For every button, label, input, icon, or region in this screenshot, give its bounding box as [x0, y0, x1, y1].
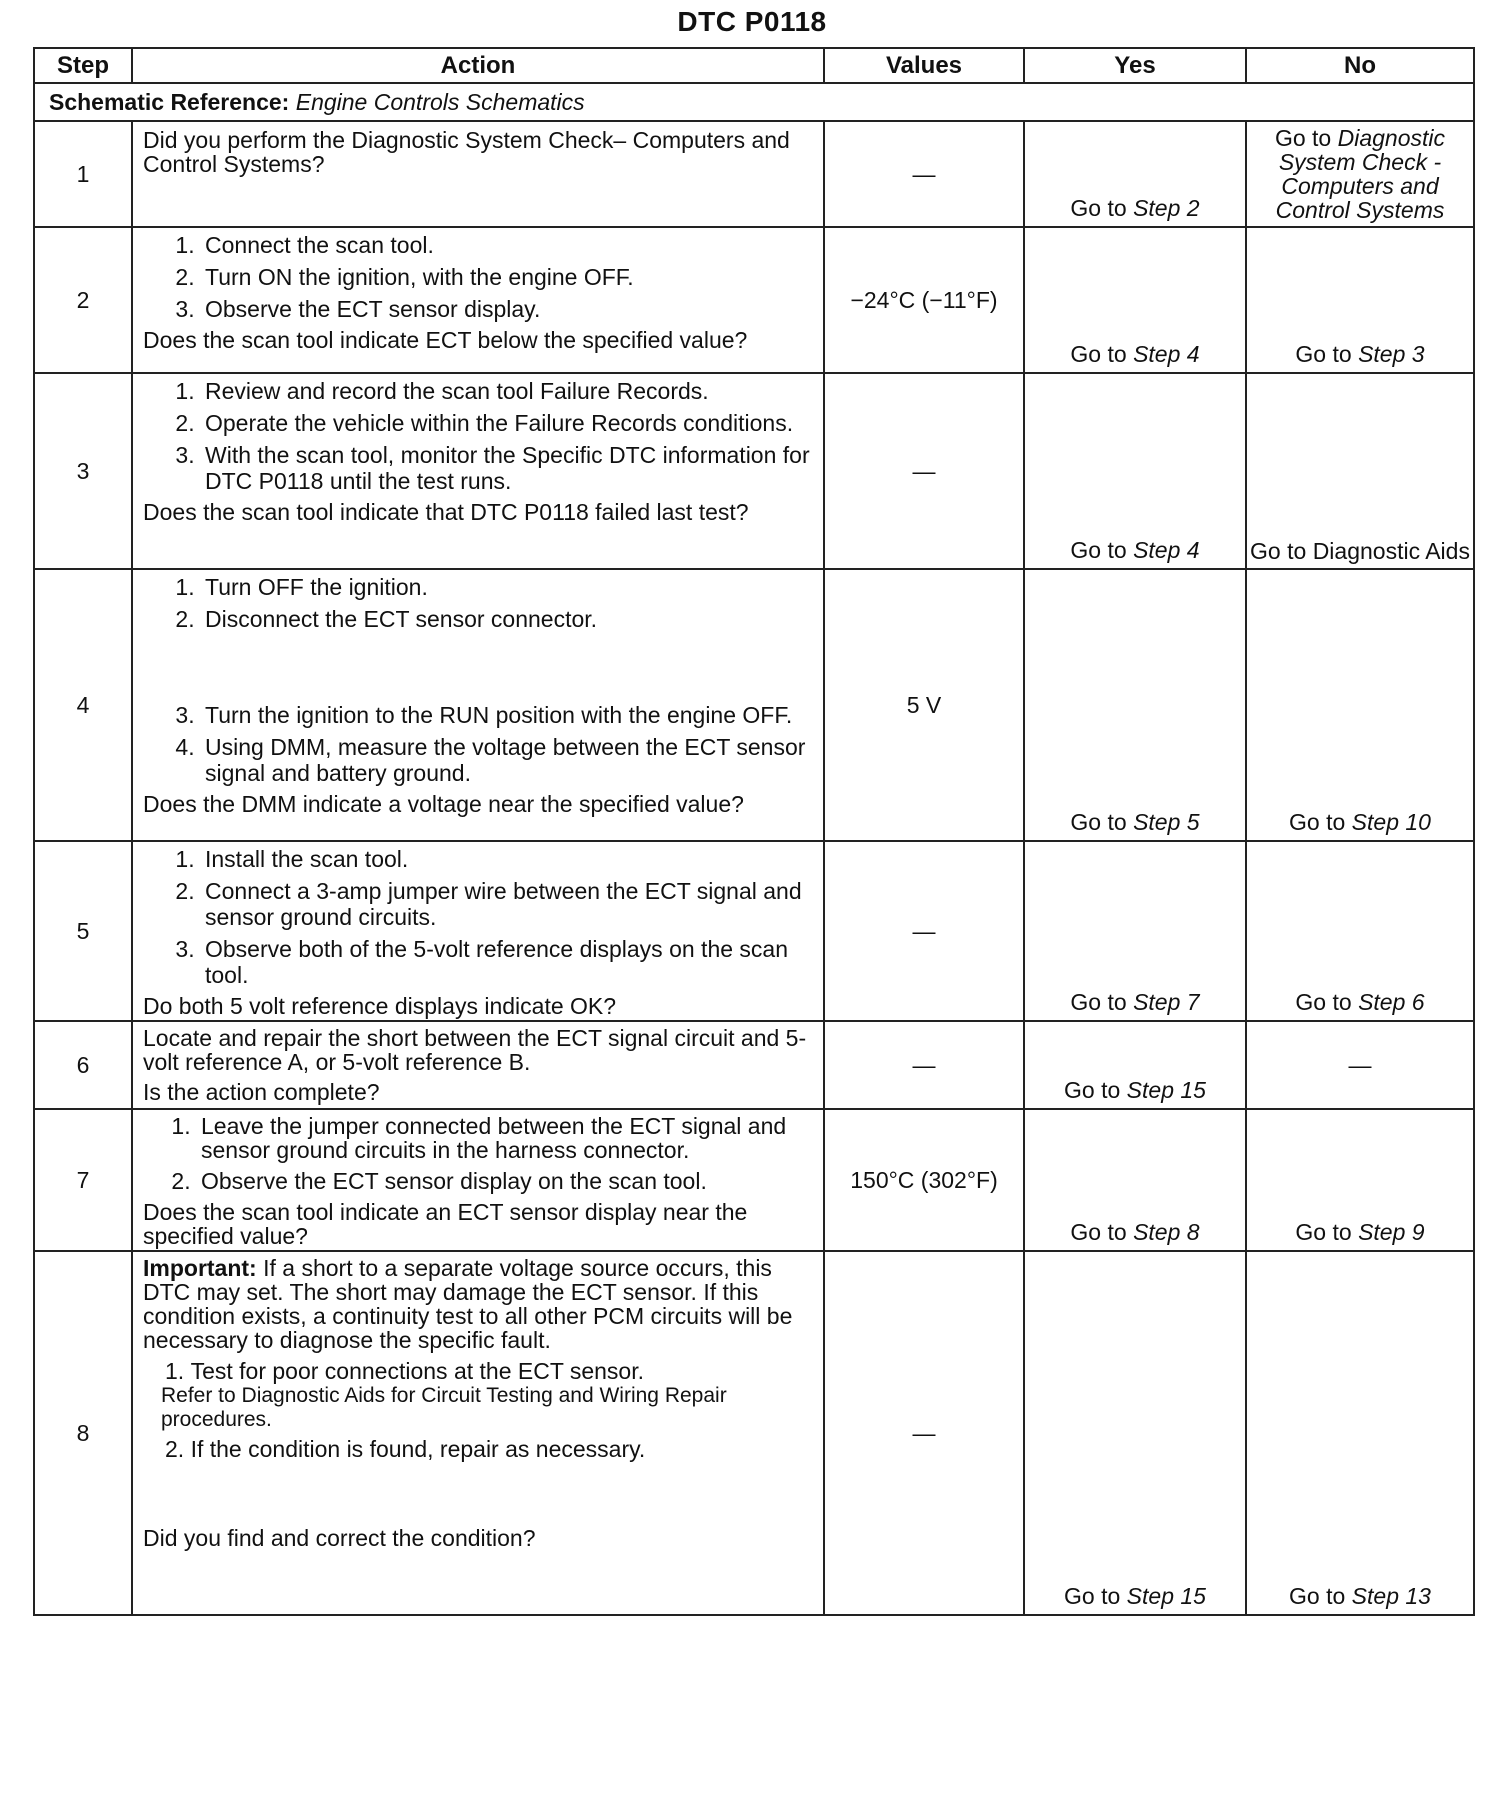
action-step-number: 1.	[165, 1358, 191, 1384]
yes-cell	[1024, 569, 1246, 841]
value-cell: —	[824, 841, 1024, 1021]
action-steps	[143, 232, 815, 322]
question-text: Does the scan tool indicate ECT below the specified value?	[143, 327, 748, 353]
no-step-link[interactable]: Step 10	[1351, 809, 1431, 835]
question-text: Does the scan tool indicate an ECT sensor display near the specified value?	[143, 1199, 748, 1249]
action-step: 3. Turn the ignition to the RUN position with the engine OFF.	[201, 702, 815, 728]
value-cell: —	[824, 121, 1024, 227]
table-row	[34, 373, 1474, 569]
schematic-reference-value: Engine Controls Schematics	[295, 88, 585, 115]
yes-step-link[interactable]: Step 8	[1133, 1219, 1200, 1245]
no-step-link[interactable]: Step 6	[1358, 989, 1425, 1015]
action-step: 1. Review and record the scan tool Failure Records.	[201, 378, 815, 404]
question-text: Is the action complete?	[143, 1079, 380, 1105]
no-diagnostic-aids-link[interactable]: Go to Diagnostic Aids	[1250, 538, 1470, 564]
table-row	[34, 121, 1474, 227]
step-number: 1	[34, 121, 132, 227]
value-cell: −24°C (−11°F)	[824, 227, 1024, 373]
yes-prefix: Go to	[1064, 1077, 1127, 1103]
value-cell: —	[824, 1251, 1024, 1615]
no-cell: —	[1246, 1021, 1474, 1109]
no-step-link[interactable]: Step 3	[1358, 341, 1425, 367]
no-cell	[1246, 1109, 1474, 1251]
no-cell	[1246, 1251, 1474, 1615]
value-cell: —	[824, 1021, 1024, 1109]
yes-cell	[1024, 1021, 1246, 1109]
page-title: DTC P0118	[677, 6, 827, 37]
action-cell	[132, 1109, 824, 1251]
table-row	[34, 227, 1474, 373]
yes-step-link[interactable]: Step 2	[1133, 195, 1200, 221]
yes-cell	[1024, 373, 1246, 569]
yes-cell	[1024, 227, 1246, 373]
table-row	[34, 1109, 1474, 1251]
yes-prefix: Go to	[1070, 989, 1134, 1015]
table-row	[34, 841, 1474, 1021]
action-step-note: Refer to Diagnostic Aids for Circuit Testing and Wiring Repair procedures.	[161, 1384, 727, 1431]
value-cell: 150°C (302°F)	[824, 1109, 1024, 1251]
yes-prefix: Go to	[1070, 1219, 1134, 1245]
diagnostic-table	[33, 47, 1475, 1616]
header-values: Values	[824, 48, 1024, 83]
value-cell: —	[824, 373, 1024, 569]
action-step: 1. Connect the scan tool.	[201, 232, 815, 258]
action-steps	[143, 378, 815, 494]
no-cell	[1246, 227, 1474, 373]
step-number: 8	[34, 1251, 132, 1615]
header-action: Action	[132, 48, 824, 83]
question-text: Do both 5 volt reference displays indicate OK?	[143, 993, 617, 1019]
table-row	[34, 1251, 1474, 1615]
question-text: Did you perform the Diagnostic System Check– Computers and Control Systems?	[143, 127, 790, 177]
important-label: Important:	[143, 1255, 257, 1281]
action-text: Locate and repair the short between the ECT signal circuit and 5-volt reference A, or 5-volt reference B.	[143, 1025, 807, 1075]
yes-step-link[interactable]: Step 4	[1133, 537, 1200, 563]
step-number: 2	[34, 227, 132, 373]
yes-step-link[interactable]: Step 7	[1133, 989, 1200, 1015]
table-row	[34, 1021, 1474, 1109]
step-number: 3	[34, 373, 132, 569]
important-note	[143, 1256, 815, 1352]
action-step: 2. Turn ON the ignition, with the engine OFF.	[201, 264, 815, 290]
step-number: 7	[34, 1109, 132, 1251]
step-number: 5	[34, 841, 132, 1021]
action-cell	[132, 569, 824, 841]
yes-prefix: Go to	[1070, 341, 1134, 367]
no-prefix: Go to	[1295, 341, 1359, 367]
no-cell	[1246, 121, 1474, 227]
yes-cell	[1024, 1109, 1246, 1251]
no-cell	[1246, 841, 1474, 1021]
action-step-number: 2.	[165, 1436, 191, 1462]
important-text: If a short to a separate voltage source occurs, this DTC may set. The short may damage the ECT sensor. If this condition exists, a continuity test to all other PCM circuits will be necessary to diagnose the specific fault.	[143, 1255, 793, 1353]
action-cell	[132, 841, 824, 1021]
no-cell	[1246, 373, 1474, 569]
yes-prefix: Go to	[1070, 537, 1134, 563]
action-step: 4. Using DMM, measure the voltage between the ECT sensor signal and battery ground.	[201, 734, 815, 786]
action-cell	[132, 227, 824, 373]
action-step: 3. Observe the ECT sensor display.	[201, 296, 815, 322]
yes-prefix: Go to	[1064, 1583, 1127, 1609]
yes-step-link[interactable]: Step 5	[1133, 809, 1200, 835]
action-step: 1. Turn OFF the ignition.	[201, 574, 815, 600]
schematic-reference-row	[34, 83, 1474, 121]
action-steps	[143, 846, 815, 988]
step-number: 4	[34, 569, 132, 841]
yes-step-link[interactable]: Step 4	[1133, 341, 1200, 367]
value-cell: 5 V	[824, 569, 1024, 841]
header-row	[34, 48, 1474, 83]
action-step: 1. Install the scan tool.	[201, 846, 815, 872]
no-step-link[interactable]: Step 9	[1358, 1219, 1425, 1245]
yes-step-link[interactable]: Step 15	[1126, 1583, 1206, 1609]
action-step	[143, 1358, 815, 1384]
action-steps	[143, 574, 815, 786]
action-cell	[132, 373, 824, 569]
action-cell	[132, 121, 824, 227]
action-steps	[143, 1114, 815, 1194]
yes-cell	[1024, 841, 1246, 1021]
yes-prefix: Go to	[1070, 195, 1134, 221]
schematic-reference-label: Schematic Reference:	[49, 88, 290, 115]
yes-step-link[interactable]: Step 15	[1126, 1077, 1206, 1103]
no-prefix: Go to	[1274, 125, 1338, 151]
action-step: 2. Connect a 3-amp jumper wire between the ECT signal and sensor ground circuits.	[201, 878, 815, 930]
action-step: 3. With the scan tool, monitor the Specific DTC information for DTC P0118 until the test runs.	[201, 442, 815, 494]
action-step: 2. Observe the ECT sensor display on the scan tool.	[197, 1168, 815, 1194]
yes-cell	[1024, 1251, 1246, 1615]
question-text: Does the DMM indicate a voltage near the specified value?	[143, 791, 744, 817]
yes-cell	[1024, 121, 1246, 227]
yes-prefix: Go to	[1070, 809, 1134, 835]
action-step: 3. Observe both of the 5-volt reference displays on the scan tool.	[201, 936, 815, 988]
schematic-reference	[34, 83, 1474, 121]
step-number: 6	[34, 1021, 132, 1109]
header-yes: Yes	[1024, 48, 1246, 83]
action-step	[143, 1436, 815, 1462]
no-step-link[interactable]: Step 13	[1351, 1583, 1431, 1609]
action-cell	[132, 1251, 824, 1615]
action-step: 2. Operate the vehicle within the Failure Records conditions.	[201, 410, 815, 436]
no-prefix: Go to	[1295, 989, 1359, 1015]
no-prefix: Go to	[1289, 809, 1352, 835]
action-step-text: If the condition is found, repair as necessary.	[190, 1436, 646, 1462]
no-prefix: Go to	[1295, 1219, 1359, 1245]
question-text: Did you find and correct the condition?	[143, 1525, 536, 1551]
action-cell	[132, 1021, 824, 1109]
table-row	[34, 569, 1474, 841]
action-step-text: Test for poor connections at the ECT sensor.	[190, 1358, 645, 1384]
header-step: Step	[34, 48, 132, 83]
action-step: 2. Disconnect the ECT sensor connector.	[201, 606, 815, 632]
no-procedure-link[interactable]: Diagnostic System Check - Computers and Control Systems	[1275, 125, 1446, 223]
no-prefix: Go to	[1289, 1583, 1352, 1609]
question-text: Does the scan tool indicate that DTC P0118 failed last test?	[143, 499, 749, 525]
no-cell	[1246, 569, 1474, 841]
header-no: No	[1246, 48, 1474, 83]
action-step: 1. Leave the jumper connected between the ECT signal and sensor ground circuits in the harness connector.	[197, 1114, 815, 1162]
